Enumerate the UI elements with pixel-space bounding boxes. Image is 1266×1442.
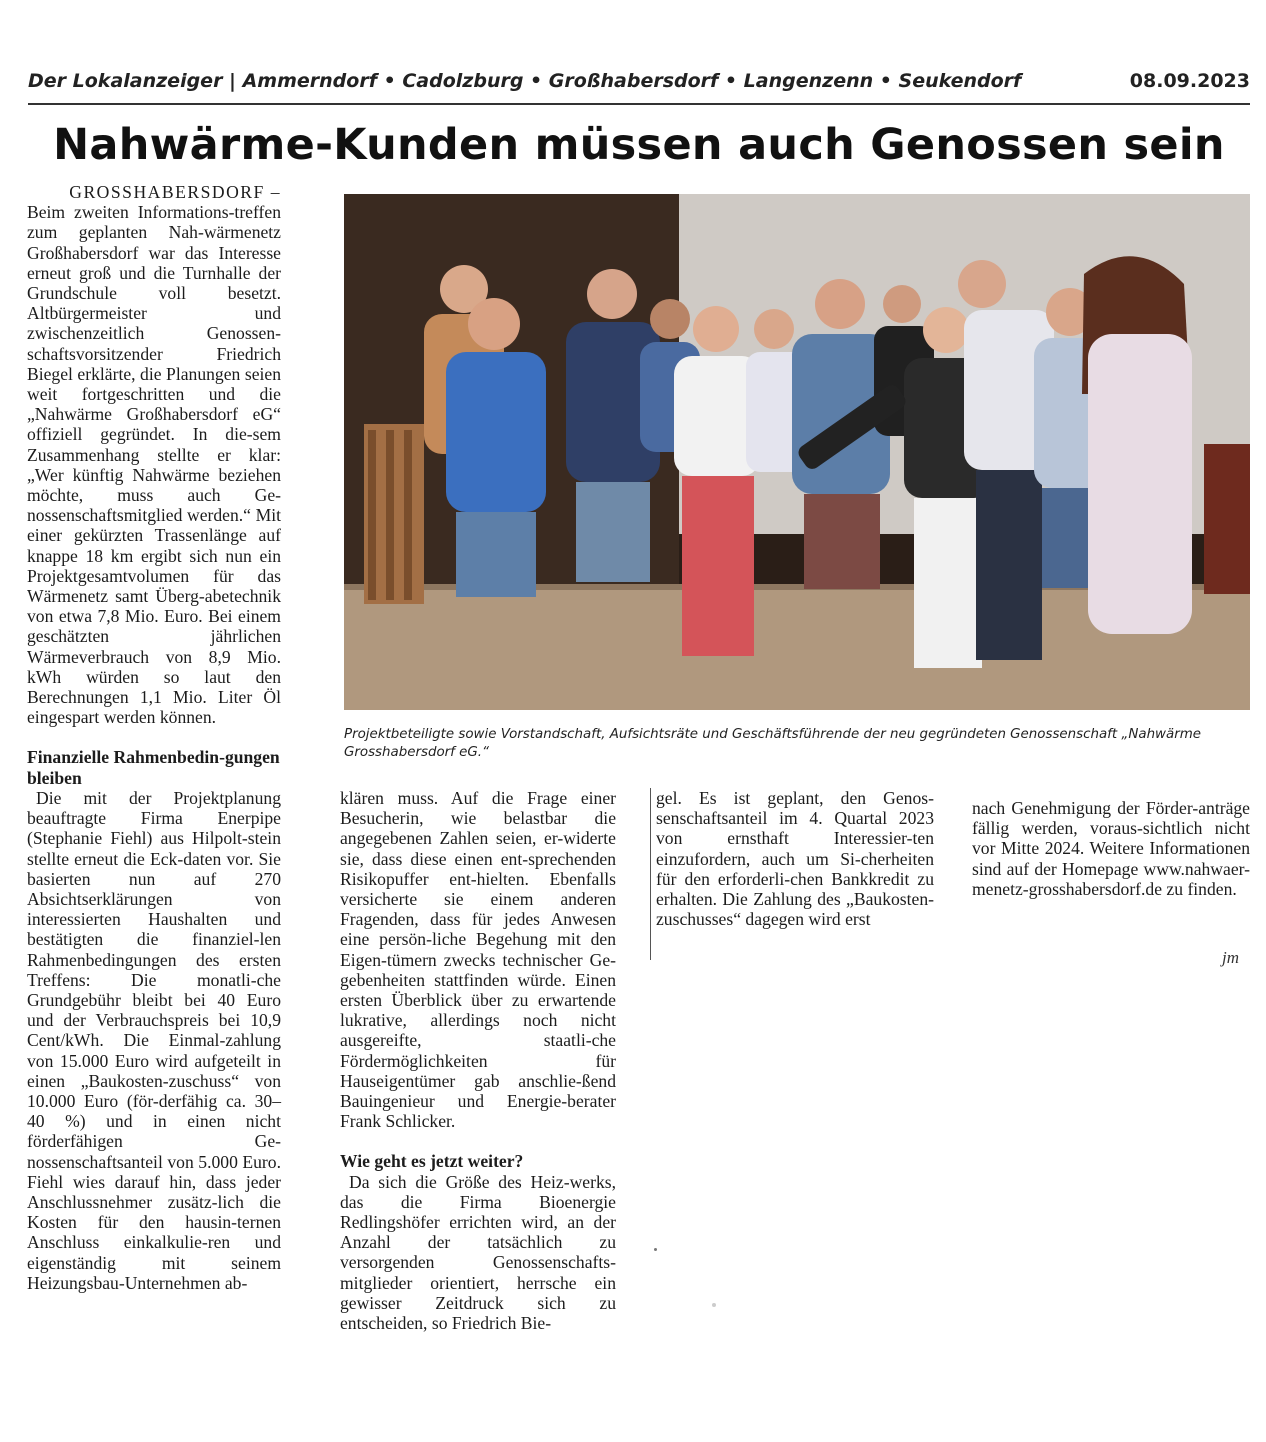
header-rule: [28, 103, 1250, 105]
article-dateline: GROSSHABERSDORF –: [69, 182, 281, 202]
paragraph-next-steps: Da sich die Größe des Heiz-werks, das die Firma Bioenergie Redlingshöfer errichten wird, an der Anzahl der tatsächlich zu versorgenden Genossenschafts-mitglieder orientiert, herrsche ein gewisser Zeitdruck sich zu entscheiden, so Friedrich Bie-: [340, 1171, 616, 1334]
article-column-2: [340, 788, 616, 1333]
paragraph-more-info: nach Genehmigung der Förder-anträge fällig werden, voraus-sichtlich nicht vor Mitte 2024. Weitere Informationen sind auf der Homepage www.nahwaer-menetz-grosshabersdorf.de zu finden.: [972, 798, 1250, 899]
article-column-3: [656, 788, 934, 929]
column-divider-2-3: [650, 788, 651, 960]
author-signature: jm: [1222, 948, 1239, 967]
person-12: [1082, 256, 1192, 634]
group-photo-illustration: [344, 194, 1250, 710]
publication-date: 08.09.2023: [1129, 70, 1250, 92]
subheading-next-steps: Wie geht es jetzt weiter?: [340, 1151, 524, 1172]
article-column-1: [27, 182, 281, 1293]
page-header: [28, 70, 1250, 104]
paragraph-share: gel. Es ist geplant, den Genos-senschaftsanteil im 4. Quartal 2023 von ernsthaft Interessier-ten einzufordern, auch um Si-cherheiten für den erforderli-chen Bankkredit zu erhalten. Die Zahlung des „Baukosten-zuschusses“ dagegen wird erst: [656, 788, 934, 930]
paragraph-finances: Die mit der Projektplanung beauftragte Firma Enerpipe (Stephanie Fiehl) aus Hilpolt-stein stellte erneut die Eck-daten vor. Sie basierten nun auf 270 Absichtserklärungen von interessierten Haushalten und bestätigten die finanziel-len Rahmenbedingungen des ersten Treffens: Die monatli-che Grundgebühr bleibt bei 40 Euro und der Verbrauchspreis bei 10,9 Cent/kWh. Die Einmal-zahlung von 15.000 Euro wird aufgeteilt in einen „Baukosten-zuschuss“ von 10.000 Euro (för-derfähig ca. 30–40 %) und in einen nicht förderfähigen Ge-nossenschaftsanteil von 5.000 Euro. Fiehl wies darauf hin, dass jeder Anschlussnehmer zusätz-lich die Kosten für den hausin-ternen Anschluss einkalkulie-ren und eigenständig mit seinem Heizungsbau-Unternehmen ab-: [27, 787, 281, 1293]
article-column-4: [972, 798, 1250, 899]
subheading-finances: Finanzielle Rahmenbedin-gungen bleiben: [27, 747, 280, 788]
photo-caption: Projektbeteiligte sowie Vorstandschaft, Aufsichtsräte und Geschäftsführende der neu gegründeten Genossenschaft „Nahwärme Grosshabersdorf eG.“: [344, 727, 1201, 760]
lead-paragraph: Beim zweiten Informations-treffen zum geplanten Nah-wärmenetz Großhabersdorf war das Interesse erneut groß und die Turnhalle der Grundschule voll besetzt. Altbürgermeister und zwischenzeitlich Genossen-schaftsvorsitzender Friedrich Biegel erklärte, die Planungen seien weit fortgeschritten und die „Nahwärme Großhabersdorf eG“ offiziell gegründet. In die-sem Zusammenhang stellte er klar: „Wer künftig Nahwärme beziehen möchte, muss auch Ge-nossenschaftsmitglied werden.“ Mit einer gekürzten Trassenlänge auf knappe 18 km ergibt sich nun ein Projektgesamtvolumen für das Wärmenetz samt Überg-abetechnik von etwa 7,8 Mio. Euro. Bei einem geschätzten jährlichen Wärmeverbrauch von 8,9 Mio. kWh würden so laut den Berechnungen 1,1 Mio. Liter Öl eingespart werden können.: [27, 202, 281, 728]
scan-speck: [712, 1303, 716, 1307]
group-photo: [344, 194, 1250, 710]
person-5: [674, 306, 760, 656]
paragraph-questions: klären muss. Auf die Frage einer Besucherin, wie belastbar die angegebenen Zahlen seien, er-widerte sie, dass diese einen ent-sprechenden Risikopuffer ent-hielten. Ebenfalls versicherte sie einem anderen Fragenden, dass für jedes Anwesen eine persön-liche Begehung mit den Eigen-tümern zwecks technischer Ge-gebenheiten stattfinden würde. Einen ersten Überblick über zu erwartende lukrative, allerdings noch nicht ausgereifte, staatli-che Fördermöglichkeiten für Hauseigentümer gab anschlie-ßend Bauingenieur und Energie-berater Frank Schlicker.: [340, 788, 616, 1132]
scan-speck: [654, 1248, 657, 1251]
publication-line: Der Lokalanzeiger | Ammerndorf • Cadolzburg • Großhabersdorf • Langenzenn • Seukendorf: [28, 70, 1022, 92]
article-headline: Nahwärme-Kunden müssen auch Genossen sein: [53, 120, 1225, 170]
